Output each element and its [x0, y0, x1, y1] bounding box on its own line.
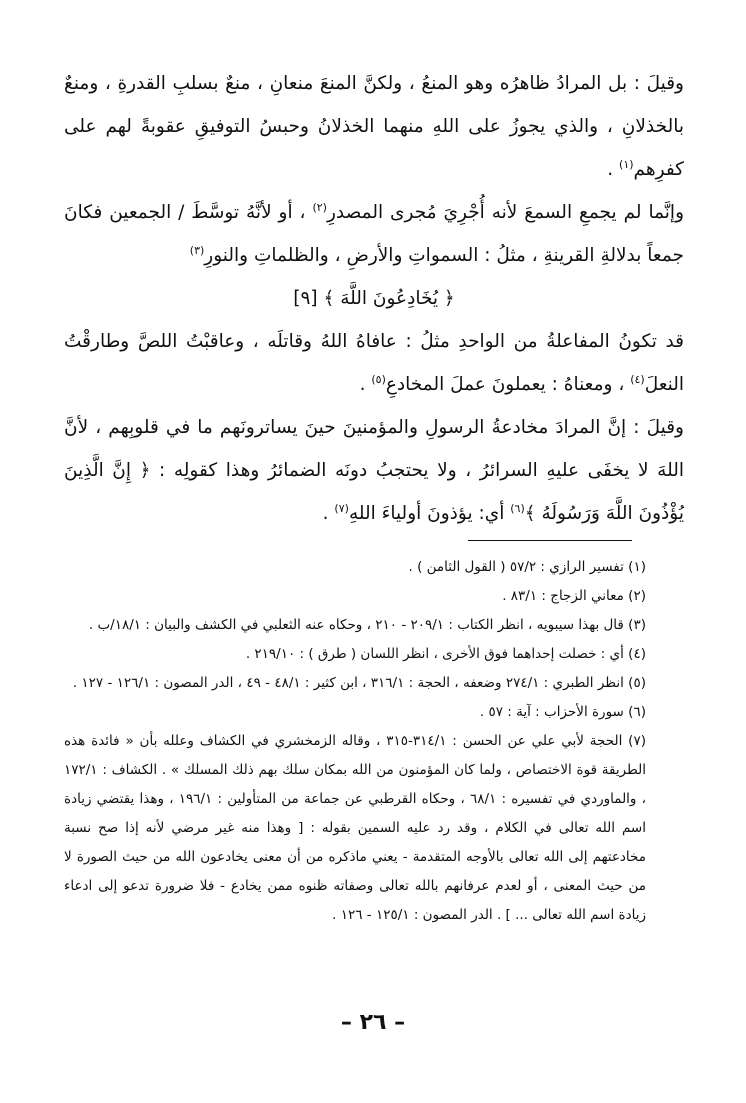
paragraph-2-text-a: وإنَّما لم يجمعِ السمعَ لأنه أُجْرِيَ مُجرى المصدرِ: [326, 202, 684, 223]
footnote-text: انظر الطبري : ٢٧٤/١ وضعفه ، الحجة : ٣١٦/١ ، ابن كثير : ٤٨/١ - ٤٩ ، الدر المصون : ١٢٦/١ - ١٢٧ .: [72, 675, 624, 691]
footnote-ref-3: (٣): [189, 243, 205, 257]
footnote-5: [64, 669, 646, 698]
footnote-text: الحجة لأبي علي عن الحسن : ٣١٤/١-٣١٥ ، وقاله الزمخشري في الكشاف وعلله بأن « فائدة هذه الطريقة قوة الاختصاص ، ولما كان المؤمنون من الله بمكان سلك بهم ذلك المسلك » . الكشاف : ١٧٢/١ ، والماوردي في تفسيره : ٦٨/١ ، وحكاه القرطبي عن جماعة من المتأولين : ١٩٦/١ ، وهذا يقتضي زيادة اسم الله تعالى في الكلام ، وقد رد عليه السمين بقوله : [ وهذا منه غير مرضي لأنه إذا صح نسبة مخادعتهم إلى الله تعالى بالأوجه المتقدمة - يعني ماذكره من أن معنى يخادعون الله من حيث الصورة لا من حيث المعنى ، أو لعدم عرفانهم بالله تعالى وصفاته ظنوه ممن يخادع - فلا ضرورة تدعو إلى ادعاء زيادة اسم الله تعالى ... ] . الدر المصون : ١٢٥/١ - ١٢٦ .: [64, 733, 647, 923]
footnote-3: [64, 611, 646, 640]
footnote-text: أي : خصلت إحداهما فوق الأخرى ، انظر اللسان ( طرق ) : ٢١٩/١٠ .: [245, 646, 624, 662]
footnote-text: سورة الأحزاب : آية : ٥٧ .: [479, 704, 624, 720]
paragraph-3-end: .: [359, 374, 372, 395]
footnote-number: (٣): [628, 617, 646, 633]
paragraph-2: [64, 191, 684, 277]
paragraph-1-text: وقيلَ : بل المرادُ ظاهرُه وهو المنعُ ، ولكنَّ المنعَ منعانِ ، منعٌ بسلبِ القدرةِ ، ومنعٌ بالخذلانِ ، والذي يجوزُ على اللهِ منهما الخذلانُ وحبسُ التوفيقِ عقوبةً لهم على كفرِهم: [64, 73, 684, 180]
footnote-text: معاني الزجاج : ٨٣/١ .: [502, 588, 624, 604]
footnote-text: تفسير الرازي : ٥٧/٢ ( القول الثامن ) .: [408, 559, 624, 575]
paragraph-1-end: .: [607, 159, 620, 180]
footnote-2: [64, 582, 646, 611]
paragraph-4-end: .: [322, 503, 335, 524]
footnote-number: (٧): [628, 733, 646, 749]
paragraph-2-text-b: ، أو لأنَّهُ توسَّطَ / الجمعين فكانَ جمعاً بدلالةِ القرينةِ ، مثلُ : السمواتِ والأرضِ ، والظلماتِ والنورِ: [64, 202, 684, 266]
paragraph-1: [64, 62, 684, 191]
footnote-number: (٦): [628, 704, 646, 720]
quran-verse-heading: ﴿ يُخَادِعُونَ اللَّهَ ﴾ [٩]: [293, 288, 455, 309]
footnote-number: (٢): [628, 588, 646, 604]
footnote-ref-7: (٧): [334, 501, 349, 515]
paragraph-3-text-a: قد تكونُ المفاعلةُ من الواحدِ مثلُ : عافاهُ اللهُ وقاتلَه ، وعاقبْتُ اللصَّ وطارقْتُ النعلَ: [64, 331, 684, 395]
footnote-1: [64, 553, 646, 582]
paragraph-4-text-a: وقيلَ : إنَّ المرادَ مخادعةُ الرسولِ والمؤمنينَ حينَ يساترونَهم ما في قلوبِهم ، لأنَّ اللهَ لا يخفَى عليهِ السرائرُ ، ولا يحتجبُ دونَه الضمائرُ وهذا كقولِه : ﴿ إِنَّ الَّذِينَ يُؤْذُونَ اللَّهَ وَرَسُولَهُ ﴾: [64, 417, 684, 524]
footnote-separator: [468, 540, 632, 541]
paragraph-4: [64, 406, 684, 535]
footnote-4: [64, 640, 646, 669]
footnote-7: [64, 727, 646, 930]
footnote-ref-5: (٥): [371, 372, 386, 386]
page-number: – ٢٦ –: [340, 1010, 406, 1035]
footnote-6: [64, 698, 646, 727]
paragraph-3-text-b: ، ومعناهُ : يعملونَ عملَ المخادعِ: [385, 374, 625, 395]
footnote-number: (١): [628, 559, 646, 575]
paragraph-4-text-b: أي: يؤذونَ أولياءَ اللهِ: [348, 503, 511, 524]
footnote-ref-4: (٤): [630, 372, 645, 386]
footnotes: [64, 553, 646, 930]
footnote-ref-1: (١): [619, 157, 634, 171]
paragraph-3: [64, 320, 684, 406]
footnote-number: (٥): [628, 675, 646, 691]
footnote-text: قال بهذا سيبويه ، انظر الكتاب : ٢٠٩/١ - ٢١٠ ، وحكاه عنه الثعلبي في الكشف والبيان : ١٨/١/ب .: [88, 617, 624, 633]
footnote-number: (٤): [628, 646, 646, 662]
main-text: [64, 62, 684, 535]
footnote-ref-6: (٦): [510, 501, 525, 515]
footnote-ref-2: (٢): [312, 200, 327, 214]
